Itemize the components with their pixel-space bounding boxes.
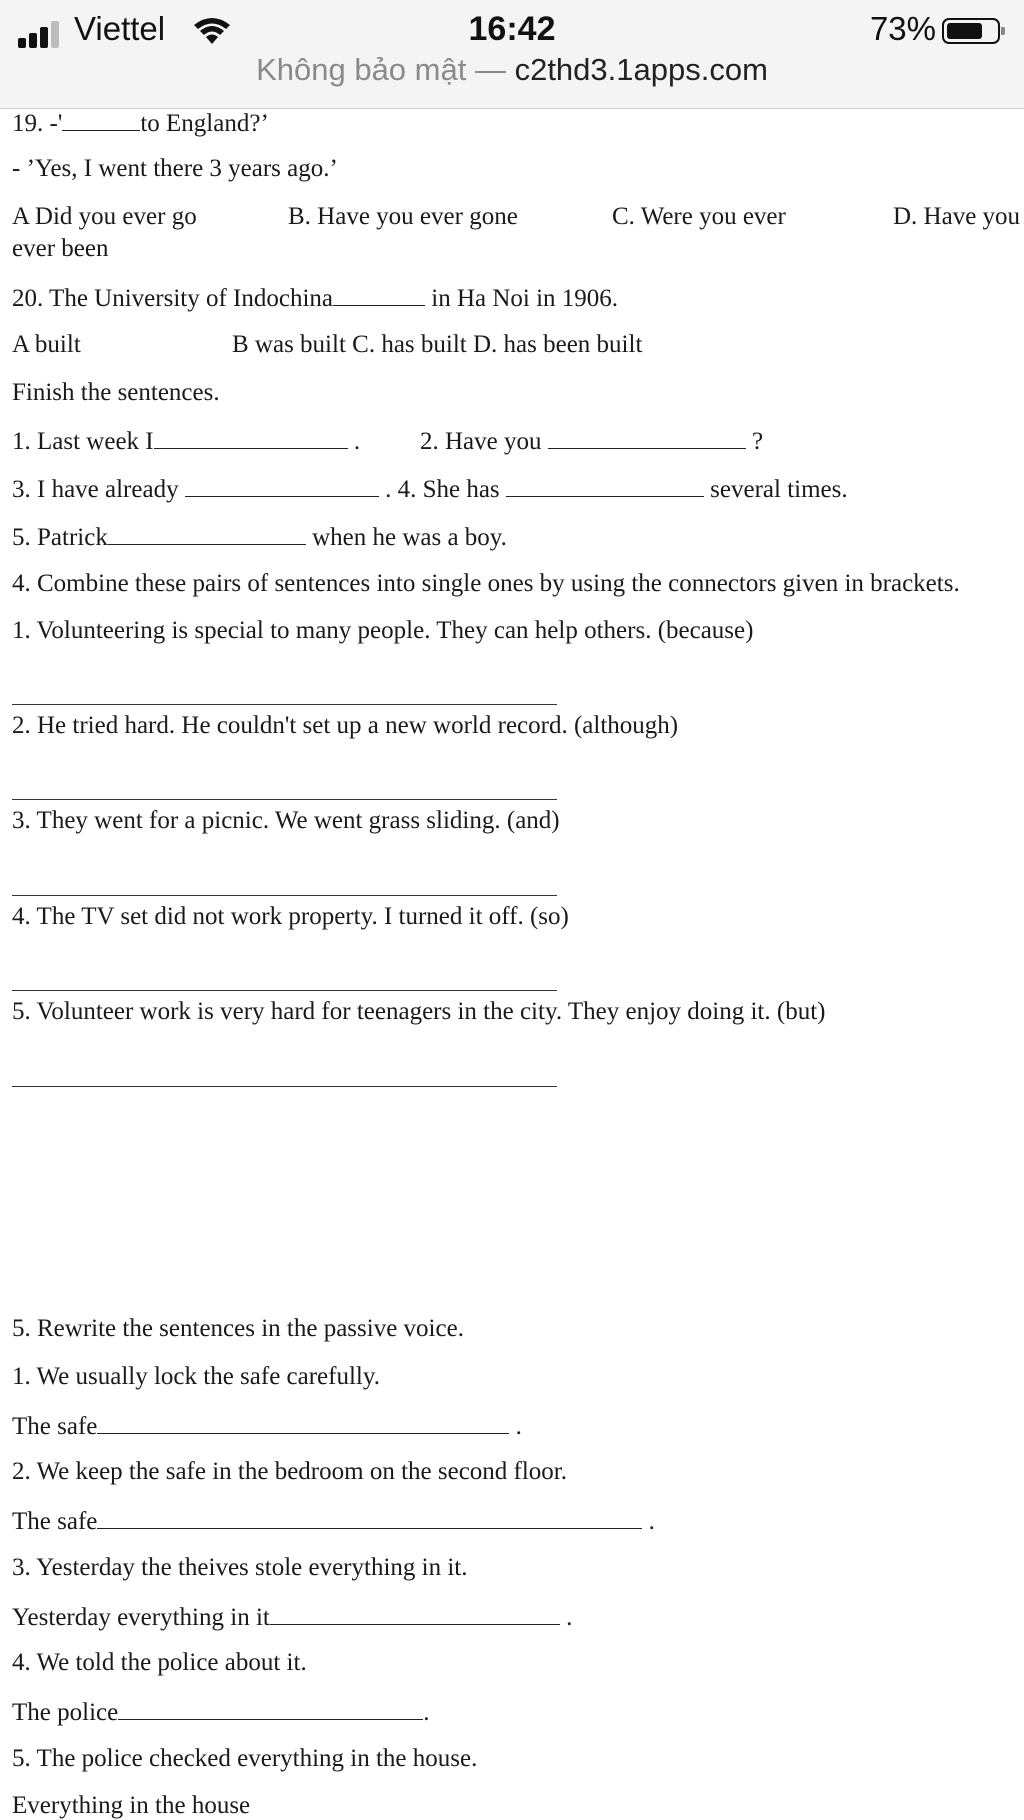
q20-options: B was built C. has built D. has been built [232, 331, 643, 358]
status-bar [0, 0, 1024, 109]
answer-blank [62, 108, 140, 131]
battery-fill [947, 23, 982, 39]
q19-question: 19. -' to England?’ [12, 110, 269, 137]
battery-percent: 73% [869, 10, 936, 47]
answer-blank [506, 474, 704, 497]
passive-item-5: 5. The police checked everything in the house. [12, 1745, 478, 1772]
clock-time: 16:42 [468, 10, 556, 48]
answer-blank [548, 426, 746, 449]
passive-item-1: 1. We usually lock the safe carefully. [12, 1363, 380, 1390]
url-domain: c2thd3.1apps.com [514, 52, 768, 87]
answer-blank [185, 474, 379, 497]
finish-item-3: 3. I have already . 4. She has several times. [12, 476, 848, 503]
finish-item-5: 5. Patrick when he was a boy. [12, 524, 507, 551]
combine-item-2: 2. He tried hard. He couldn't set up a new world record. (although) [12, 712, 679, 739]
battery-icon [942, 18, 1000, 44]
q19-option-a: A Did you ever go [12, 203, 197, 230]
answer-line [12, 990, 557, 991]
combine-item-3: 3. They went for a picnic. We went grass sliding. (and) [12, 807, 560, 834]
answer-blank [154, 426, 348, 449]
finish-item-2: 2. Have you ? [420, 428, 764, 455]
answer-line [12, 799, 557, 800]
q19-option-b: B. Have you ever gone [288, 203, 518, 230]
combine-heading: 4. Combine these pairs of sentences into single ones by using the connectors given in brackets. [12, 570, 960, 597]
finish-item-1: 1. Last week I . [12, 428, 361, 455]
passive-answer-4: The police . [12, 1699, 430, 1726]
q19-option-d-wrap: ever been [12, 235, 109, 262]
answer-line [12, 1086, 557, 1087]
q19-option-d: D. Have you [893, 203, 1021, 230]
passive-item-2: 2. We keep the safe in the bedroom on the second floor. [12, 1458, 568, 1485]
passive-answer-2: The safe . [12, 1508, 655, 1535]
answer-line [12, 895, 557, 896]
answer-line [12, 704, 557, 705]
answer-blank [333, 283, 425, 306]
passive-item-4: 4. We told the police about it. [12, 1649, 307, 1676]
answer-blank [97, 1411, 509, 1434]
q19-option-c: C. Were you ever [612, 203, 786, 230]
answer-blank [108, 522, 306, 545]
combine-item-1: 1. Volunteering is special to many people. They can help others. (because) [12, 617, 754, 644]
q20-option-a: A built [12, 331, 81, 358]
combine-item-4: 4. The TV set did not work property. I turned it off. (so) [12, 903, 569, 930]
q20-question: 20. The University of Indochina in Ha Noi in 1906. [12, 285, 619, 312]
passive-answer-3: Yesterday everything in it . [12, 1604, 573, 1631]
answer-blank [270, 1602, 560, 1625]
security-label: Không bảo mật [256, 52, 467, 87]
passive-item-3: 3. Yesterday the theives stole everything in it. [12, 1554, 468, 1581]
q19-response: - ’Yes, I went there 3 years ago.’ [12, 155, 338, 182]
finish-heading: Finish the sentences. [12, 379, 220, 406]
answer-blank [118, 1697, 423, 1720]
passive-answer-1: The safe . [12, 1413, 522, 1440]
address-bar[interactable] [0, 52, 1024, 88]
url-separator: — [466, 52, 515, 87]
passive-heading: 5. Rewrite the sentences in the passive voice. [12, 1315, 464, 1342]
status-row [0, 8, 1024, 52]
carrier-name: Viettel [74, 10, 166, 47]
answer-blank [97, 1506, 642, 1529]
combine-item-5: 5. Volunteer work is very hard for teenagers in the city. They enjoy doing it. (but) [12, 998, 826, 1025]
passive-answer-5: Everything in the house [12, 1792, 251, 1819]
